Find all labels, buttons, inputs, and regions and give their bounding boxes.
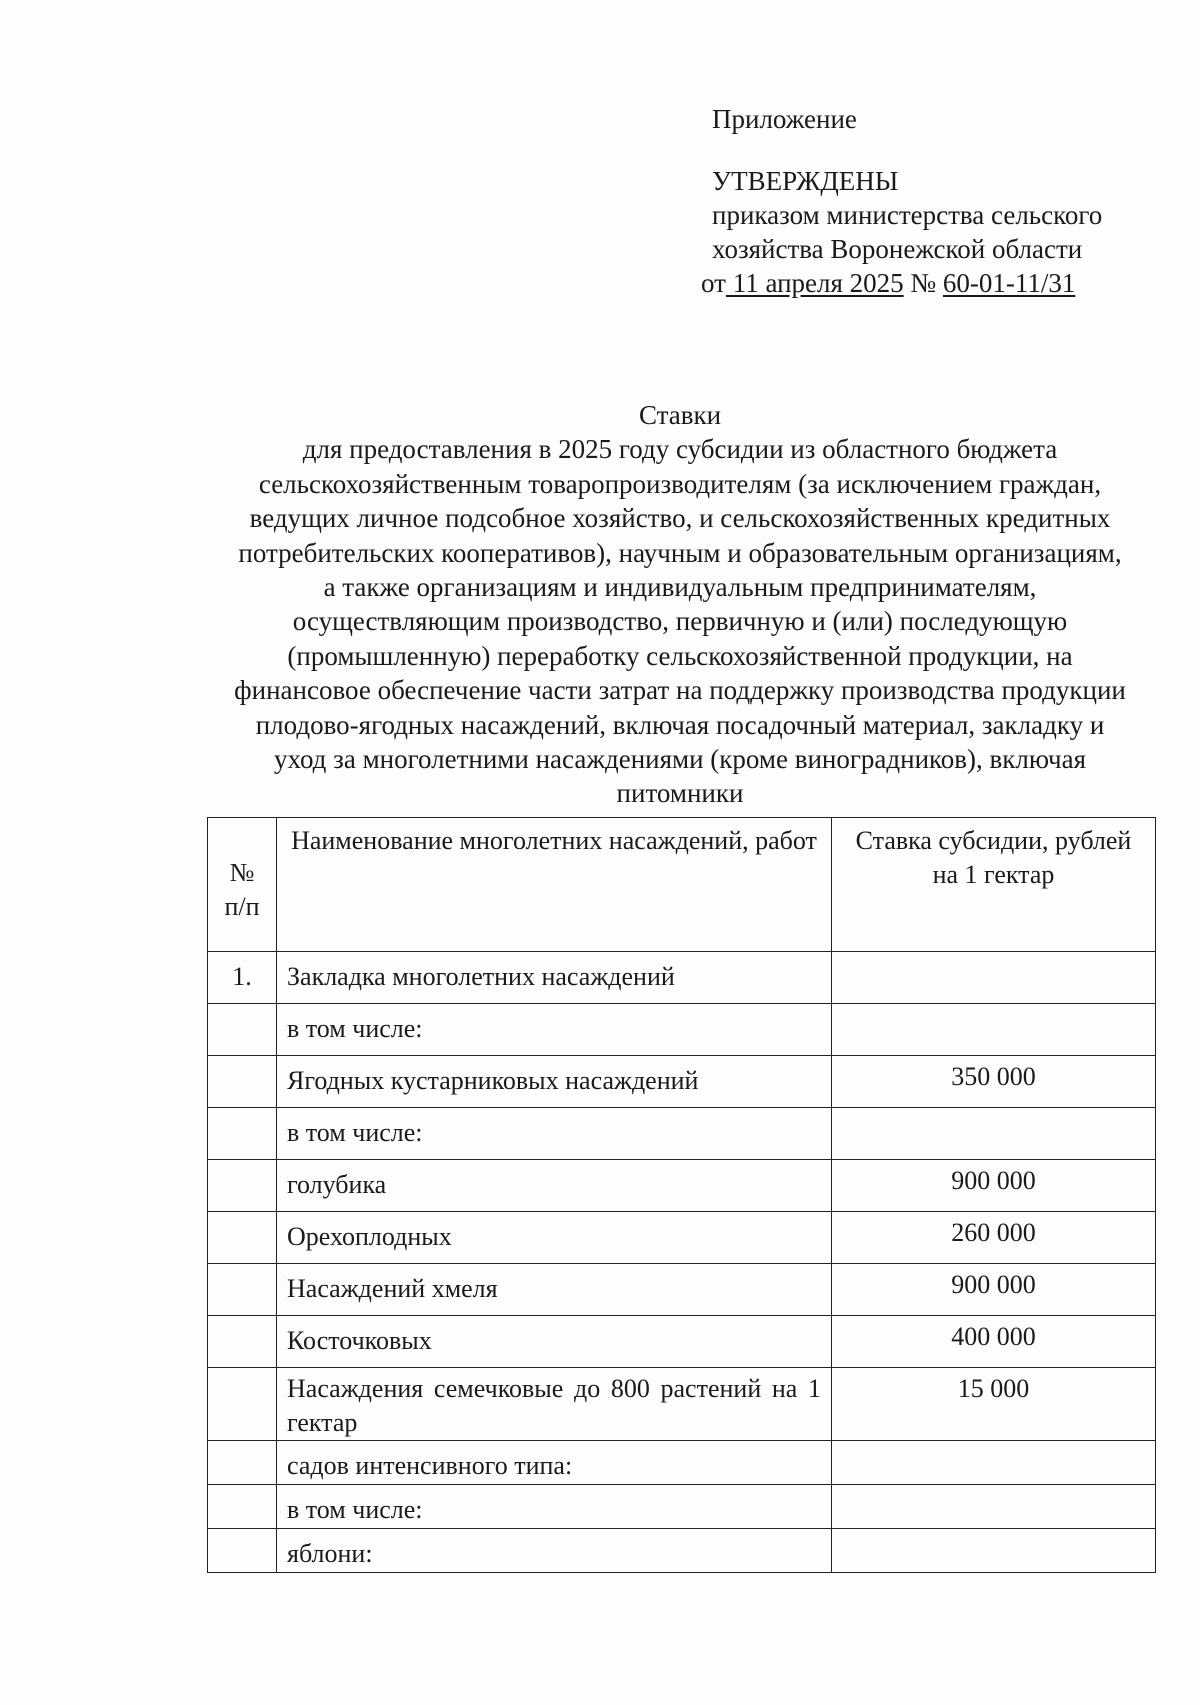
document-title — [190, 398, 1170, 811]
table-row — [208, 1160, 1156, 1212]
row-rate: 900 000 — [951, 1270, 1036, 1299]
row-rate: 350 000 — [951, 1062, 1036, 1091]
table-row — [208, 1264, 1156, 1316]
row-name: Закладка многолетних насаждений — [287, 962, 675, 991]
row-rate — [832, 1441, 1155, 1446]
table-row — [208, 1368, 1156, 1441]
table-row — [208, 1316, 1156, 1368]
row-rate — [832, 1485, 1155, 1490]
table-row — [208, 1004, 1156, 1056]
table-row — [208, 1056, 1156, 1108]
subsidy-rates-table — [207, 817, 1156, 1573]
approval-order-line-1: приказом министерства сельского — [712, 200, 1103, 230]
header-name-cell — [277, 818, 832, 952]
row-number — [208, 1160, 276, 1169]
row-rate — [832, 1108, 1155, 1113]
approval-date-line — [701, 266, 1102, 300]
title-line: осуществляющим производство, первичную и (или) последующую — [292, 606, 1068, 637]
header-number-cell — [208, 818, 277, 952]
row-number — [208, 1108, 276, 1117]
title-line: для предоставления в 2025 году субсидии из областного бюджета — [302, 434, 1058, 465]
order-number: 60-01-11/31 — [942, 268, 1076, 298]
approved-label: УТВЕРЖДЕНЫ — [712, 166, 899, 196]
table-row — [208, 952, 1156, 1004]
header-name: Наименование многолетних насаждений, работ — [291, 826, 817, 855]
row-rate: 400 000 — [951, 1322, 1036, 1351]
table-row — [208, 1529, 1156, 1573]
row-name: Насаждений хмеля — [287, 1274, 498, 1303]
row-number — [208, 1441, 276, 1450]
title-line: питомники — [616, 778, 744, 809]
title-line: потребительских кооперативов), научным и образовательным организациям, — [238, 537, 1122, 568]
header-rate: Ставка субсидии, рублей на 1 гектар — [855, 826, 1132, 889]
table-row — [208, 1212, 1156, 1264]
title-line: (промышленную) переработку сельскохозяйственной продукции, на — [287, 640, 1073, 671]
row-name: в том числе: — [287, 1118, 423, 1147]
title-line: уход за многолетними насаждениями (кроме виноградников), включая — [273, 744, 1087, 775]
row-name: голубика — [287, 1170, 387, 1199]
row-name: яблони: — [287, 1539, 373, 1568]
table-row — [208, 1441, 1156, 1485]
row-number — [208, 1264, 276, 1273]
row-name: Насаждения семечковые до 800 растений на 1 гектар — [287, 1374, 821, 1437]
row-number — [208, 1316, 276, 1325]
row-number — [208, 1529, 276, 1538]
approval-order-line-2: хозяйства Воронежской области — [712, 234, 1083, 264]
approval-block — [701, 102, 1103, 300]
row-number — [208, 1368, 276, 1377]
row-rate: 900 000 — [951, 1166, 1036, 1195]
number-sign: № — [903, 268, 943, 298]
date-prefix: от — [701, 268, 726, 298]
row-number: 1. — [232, 962, 252, 991]
header-number: № п/п — [224, 858, 260, 921]
row-name: Косточковых — [287, 1326, 432, 1355]
row-name: Орехоплодных — [287, 1222, 452, 1251]
row-number — [208, 1056, 276, 1065]
title-line: ведущих личное подсобное хозяйство, и сельскохозяйственных кредитных — [249, 503, 1111, 534]
row-number — [208, 1485, 276, 1494]
row-number — [208, 1212, 276, 1221]
table-row — [208, 1485, 1156, 1529]
title-line: плодово-ягодных насаждений, включая посадочный материал, закладку и — [255, 709, 1105, 740]
row-rate: 260 000 — [951, 1218, 1036, 1247]
row-rate: 15 000 — [957, 1374, 1030, 1403]
title-heading: Ставки — [638, 400, 722, 430]
title-line: финансовое обеспечение части затрат на поддержку производства продукции — [234, 675, 1126, 706]
appendix-label: Приложение — [712, 104, 857, 134]
row-name: в том числе: — [287, 1014, 423, 1043]
table-header-row — [208, 818, 1156, 952]
order-date: 11 апреля 2025 — [725, 268, 904, 298]
row-rate — [832, 1004, 1155, 1009]
title-line: сельскохозяйственным товаропроизводителям (за исключением граждан, — [258, 468, 1102, 499]
row-name: в том числе: — [287, 1495, 423, 1524]
row-name: Ягодных кустарниковых насаждений — [287, 1066, 699, 1095]
table-row — [208, 1108, 1156, 1160]
row-number — [208, 1004, 276, 1013]
title-line: а также организациям и индивидуальным предпринимателям, — [323, 572, 1037, 603]
row-rate — [832, 952, 1155, 957]
row-name: садов интенсивного типа: — [287, 1451, 573, 1480]
row-rate — [832, 1529, 1155, 1534]
header-rate-cell — [832, 818, 1156, 952]
